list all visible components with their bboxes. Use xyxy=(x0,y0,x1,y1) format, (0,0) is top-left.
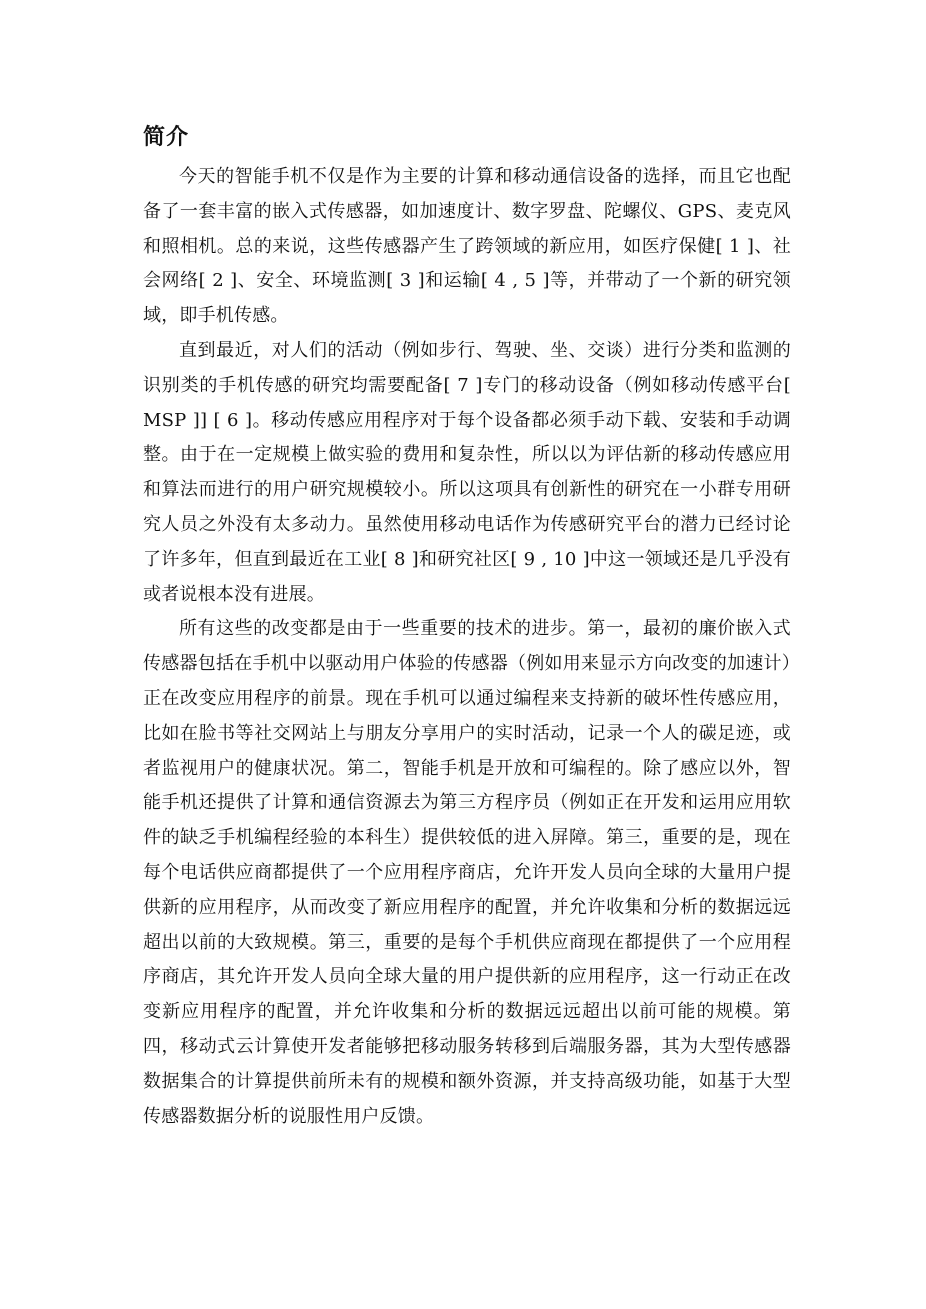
paragraph-3: 所有这些的改变都是由于一些重要的技术的进步。第一，最初的廉价嵌入式传感器包括在手机中以驱动用户体验的传感器（例如用来显示方向改变的加速计）正在改变应用程序的前景。现在手机可以通过编程来支持新的破坏性传感应用，比如在脸书等社交网站上与朋友分享用户的实时活动，记录一个人的碳足迹，或者监视用户的健康状况。第二，智能手机是开放和可编程的。除了感应以外，智能手机还提供了计算和通信资源去为第三方程序员（例如正在开发和运用应用软件的缺乏手机编程经验的本科生）提供较低的进入屏障。第三，重要的是，现在每个电话供应商都提供了一个应用程序商店，允许开发人员向全球的大量用户提供新的应用程序，从而改变了新应用程序的配置，并允许收集和分析的数据远远超出以前的大致规模。第三，重要的是每个手机供应商现在都提供了一个应用程序商店，其允许开发人员向全球大量的用户提供新的应用程序，这一行动正在改变新应用程序的配置，并允许收集和分析的数据远远超出以前可能的规模。第四，移动式云计算使开发者能够把移动服务转移到后端服务器，其为大型传感器数据集合的计算提供前所未有的规模和额外资源，并支持高级功能，如基于大型传感器数据分析的说服性用户反馈。 xyxy=(143,618,791,1127)
paragraph-2: 直到最近，对人们的活动（例如步行、驾驶、坐、交谈）进行分类和监测的识别类的手机传感的研究均需要配备[ 7 ]专门的移动设备（例如移动传感平台[ MSP ]] [ 6 ]。移动传感应用程序对于每个设备都必须手动下载、安装和手动调整。由于在一定规模上做实验的费用和复杂性，所以以为评估新的移动传感应用和算法而进行的用户研究规模较小。所以这项具有创新性的研究在一小群专用研究人员之外没有太多动力。虽然使用移动电话作为传感研究平台的潜力已经讨论了许多年，但直到最近在工业[ 8 ]和研究社区[ 9 , 10 ]中这一领域还是几乎没有或者说根本没有进展。 xyxy=(143,339,791,605)
paragraph-1: 今天的智能手机不仅是作为主要的计算和移动通信设备的选择，而且它也配备了一套丰富的嵌入式传感器，如加速度计、数字罗盘、陀螺仪、GPS、麦克风和照相机。总的来说，这些传感器产生了跨领域的新应用，如医疗保健[ 1 ]、社会网络[ 2 ]、安全、环境监测[ 3 ]和运输[ 4 , 5 ]等，并带动了一个新的研究领域，即手机传感。 xyxy=(143,166,791,327)
section-heading: 简介 xyxy=(143,125,190,150)
document-body xyxy=(143,118,791,1134)
